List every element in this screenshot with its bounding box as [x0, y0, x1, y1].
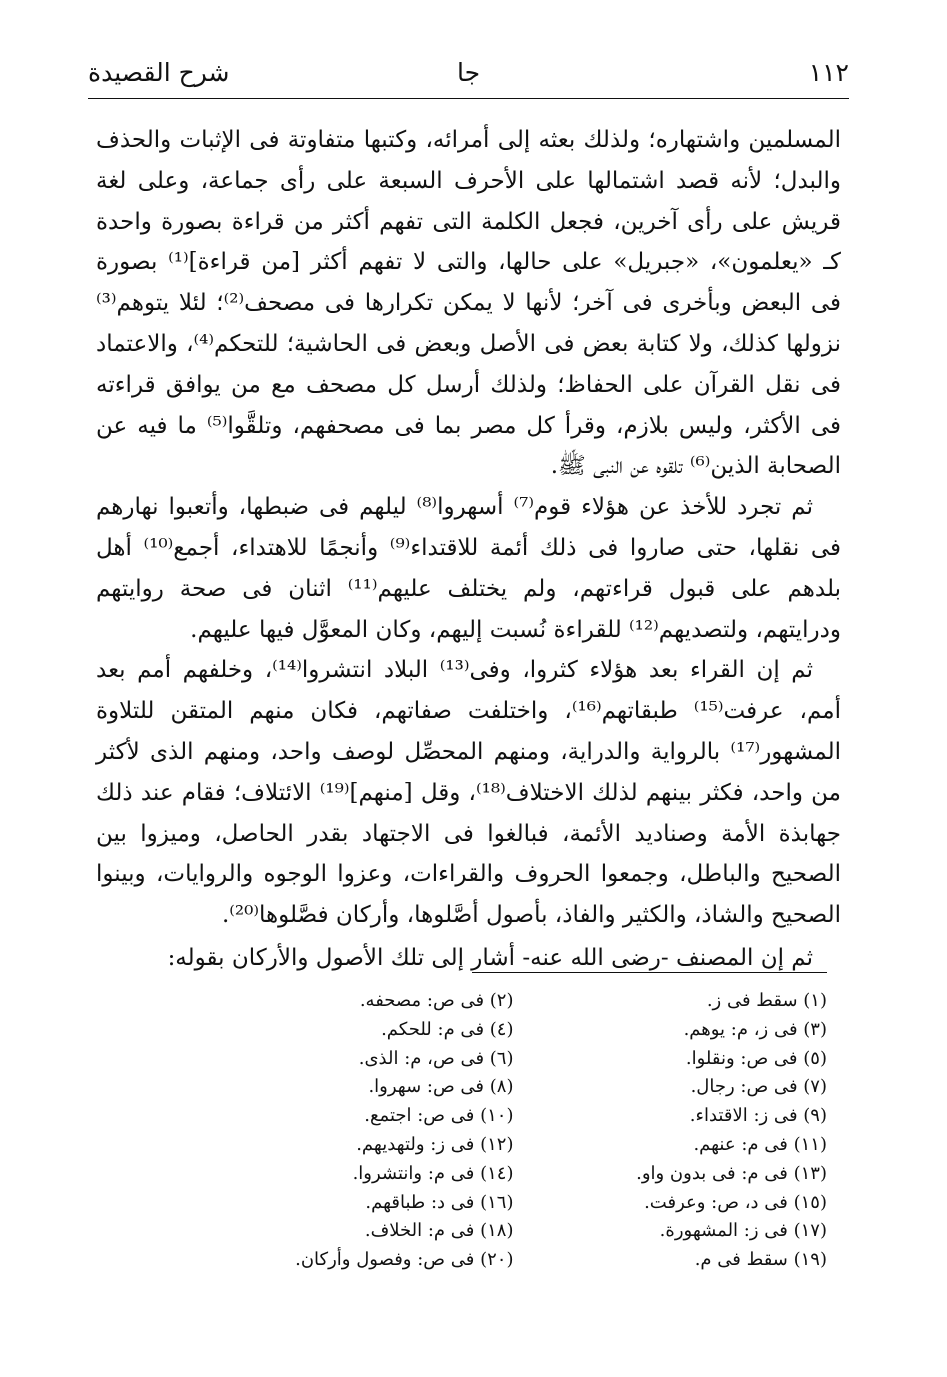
main-text [96, 120, 841, 979]
footnote: (١٠) فى ص: اجتمع. [364, 1105, 514, 1127]
footnote: (١٢) فى ز: ولتهديهم. [356, 1133, 514, 1155]
footnote: (١٥) فى د، ص: وعرفت. [644, 1191, 827, 1213]
volume-label: جا [456, 58, 481, 87]
footnotes [200, 987, 827, 1275]
footnote: (٢٠) فى ص: وفصول وأركان. [295, 1249, 514, 1271]
footnote: (٧) فى ص: رجال. [690, 1076, 827, 1098]
running-title: شرح القصيدة [88, 58, 230, 87]
footnote: (٦) فى ص، م: الذى. [358, 1047, 514, 1069]
footnote: (٨) فى ص: سهروا. [368, 1076, 514, 1098]
footnote: (١) سقط فى ز. [706, 990, 827, 1011]
footnote: (١٤) فى م: وانتشروا. [352, 1162, 514, 1184]
footnote: (٣) فى ز، م: يوهم. [683, 1018, 827, 1040]
footnote: (١١) فى م: عنهم. [693, 1133, 827, 1155]
footnote: (١٦) فى د: طباقهم. [365, 1191, 514, 1213]
page-header [88, 52, 849, 99]
footnote: (١٩) سقط فى م. [694, 1249, 827, 1271]
page-number: ١١٢ [808, 58, 849, 87]
footnote: (٢) فى ص: مصحفه. [359, 990, 514, 1011]
footnote-separator [472, 972, 827, 973]
footnote: (١٣) فى م: فى بدون واو. [636, 1162, 827, 1184]
footnote: (٥) فى ص: ونقلوا. [685, 1047, 827, 1069]
paragraph-2: ثم تجرد للأخذ عن هؤلاء قوم⁽⁷⁾ أسهروا⁽⁸⁾ ليلهم فى ضبطها، وأتعبوا نهارهم فى نقلها، حتى صاروا فى ذلك أئمة للاقتداء⁽⁹⁾ وأنجمًا للاهتداء، أجمع⁽¹⁰⁾ أهل بلدهم على قبول قراءتهم، ولم يختلف عليهم⁽¹¹⁾ اثنان فى صحة روايتهم ودرايتهم، ولتصديهم⁽¹²⁾ للقراءة نُسبت إليهم، وكان المعوَّل فيها عليهم. [96, 494, 841, 643]
footnote: (١٧) فى ز: المشهورة. [659, 1220, 827, 1242]
paragraph-4: ثم إن المصنف -رضى الله عنه- أشار إلى تلك الأصول والأركان بقوله: [167, 944, 813, 971]
paragraph-3: ثم إن القراء بعد هؤلاء كثروا، وفى⁽¹³⁾ البلاد انتشروا⁽¹⁴⁾، وخلفهم أمم بعد أمم، عرفت⁽¹⁵⁾ طبقاتهم⁽¹⁶⁾، واختلفت صفاتهم، فكان منهم المتقن للتلاوة المشهور⁽¹⁷⁾ بالرواية والدراية، ومنهم المحصِّل لوصف واحد، ومنهم الذى لأكثر من واحد، فكثر بينهم لذلك الاختلاف⁽¹⁸⁾، وقل [منهم]⁽¹⁹⁾ الائتلاف؛ فقام عند ذلك جهابذة الأمة وصناديد الأئمة، فبالغوا فى الاجتهاد بقدر الحاصل، وميزوا بين الصحيح والباطل، وجمعوا الحروف والقراءات، وعزوا الوجوه والروايات، وبينوا الصحيح والشاذ، والكثير والفاذ، بأصول أصَّلوها، وأركان فصَّلوها⁽²⁰⁾. [96, 657, 841, 929]
footnote: (٤) فى م: للحكم. [381, 1018, 514, 1040]
paragraph-1: المسلمين واشتهاره؛ ولذلك بعثه إلى أمرائه، وكتبها متفاوتة فى الإثبات والحذف والبدل؛ لأنه قصد اشتمالها على الأحرف السبعة على رأى جماعة، وعلى لغة قريش على رأى آخرين، فجعل الكلمة التى تفهم أكثر من قراءة بصورة واحدة كـ «يعلمون»، «جبريل» على حالها، والتى لا تفهم أكثر [من قراءة]⁽¹⁾ بصورة فى البعض وبأخرى فى آخر؛ لأنها لا يمكن تكرارها فى مصحف⁽²⁾؛ لئلا يتوهم⁽³⁾ نزولها كذلك، ولا كتابة بعض فى الأصل وبعض فى الحاشية؛ للتحكم⁽⁴⁾، والاعتماد فى نقل القرآن على الحفاظ؛ ولذلك أرسل كل مصحف مع من يوافق قراءته فى الأكثر، وليس بلازم، وقرأ كل مصر بما فى مصحفهم، وتلقَّوا⁽⁵⁾ ما فيه عن الصحابة الذين⁽⁶⁾ تلقوه عن النبى ﷺ. [96, 127, 842, 480]
footnote: (١٨) فى م: الخلاف. [364, 1220, 514, 1242]
footnote: (٩) فى ز: الاقتداء. [689, 1105, 827, 1127]
